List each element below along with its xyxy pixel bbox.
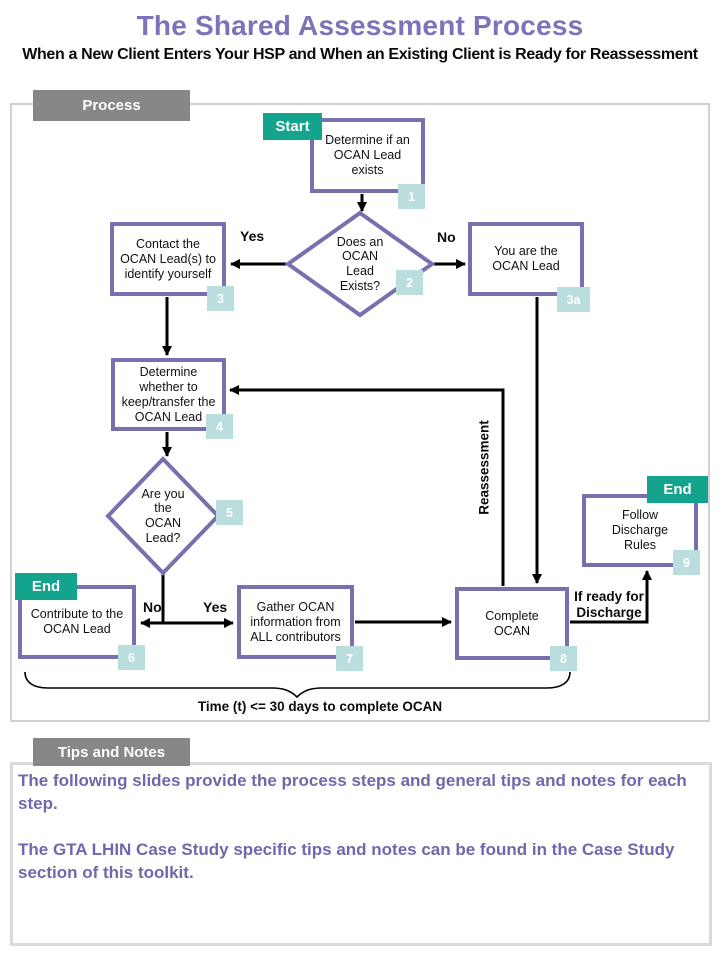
decision-2-label: Does an OCAN Lead Exists? <box>336 234 384 293</box>
edge-label-if-ready-discharge: If ready for Discharge <box>574 589 644 620</box>
badge-step-5: 5 <box>216 500 243 525</box>
process-section-tab: Process <box>33 90 190 121</box>
step-4-label: Determine whether to keep/transfer the OCAN Lead <box>121 364 216 424</box>
step-3a-you-are-lead <box>468 222 584 296</box>
badge-step-9: 9 <box>673 550 700 575</box>
step-1-determine-lead-exists <box>310 118 425 193</box>
time-note: Time (t) <= 30 days to complete OCAN <box>197 699 443 714</box>
tips-section-tab: Tips and Notes <box>33 738 190 766</box>
badge-step-6: 6 <box>118 645 145 670</box>
badge-step-7: 7 <box>336 646 363 671</box>
tips-paragraph-1: The following slides provide the process steps and general tips and notes for each step. <box>18 771 687 813</box>
badge-step-3: 3 <box>207 286 234 311</box>
edge-label-yes-contact: Yes <box>240 228 265 244</box>
edge-label-reassessment: Reassessment <box>476 420 492 515</box>
tips-paragraph-2: The GTA LHIN Case Study specific tips and notes can be found in the Case Study section of this toolkit. <box>18 839 675 882</box>
end-tab-contribute: End <box>15 573 77 600</box>
step-1-label: Determine if an OCAN Lead exists <box>325 133 410 177</box>
connector-8-to-4-reassessment <box>230 390 503 586</box>
step-3a-label: You are the OCAN Lead <box>492 244 560 273</box>
decision-5-label: Are you the OCAN Lead? <box>141 486 185 545</box>
step-7-label: Gather OCAN information from ALL contributors <box>250 599 341 644</box>
edge-label-no-lead: No <box>437 229 456 245</box>
step-9-label: Follow Discharge Rules <box>611 508 669 552</box>
edge-label-yes-gather: Yes <box>203 599 228 615</box>
end-tab-discharge: End <box>647 476 708 503</box>
badge-step-2: 2 <box>396 270 423 295</box>
time-brace <box>25 672 570 697</box>
step-3-contact-lead <box>110 222 226 296</box>
badge-step-1: 1 <box>398 184 425 209</box>
badge-step-8: 8 <box>550 646 577 671</box>
badge-step-4: 4 <box>206 414 233 439</box>
edge-label-no-contribute: No <box>143 599 162 615</box>
step-8-label: Complete OCAN <box>485 608 539 638</box>
step-3-label: Contact the OCAN Lead(s) to identify yourself <box>120 236 216 281</box>
page-title: The Shared Assessment Process <box>136 10 584 41</box>
step-6-label: Contribute to the OCAN Lead <box>30 607 124 636</box>
tips-body <box>18 770 698 908</box>
start-tab: Start <box>263 113 322 140</box>
page-subtitle: When a New Client Enters Your HSP and When an Existing Client is Ready for Reassessment <box>22 46 698 63</box>
badge-step-3a: 3a <box>557 287 590 312</box>
